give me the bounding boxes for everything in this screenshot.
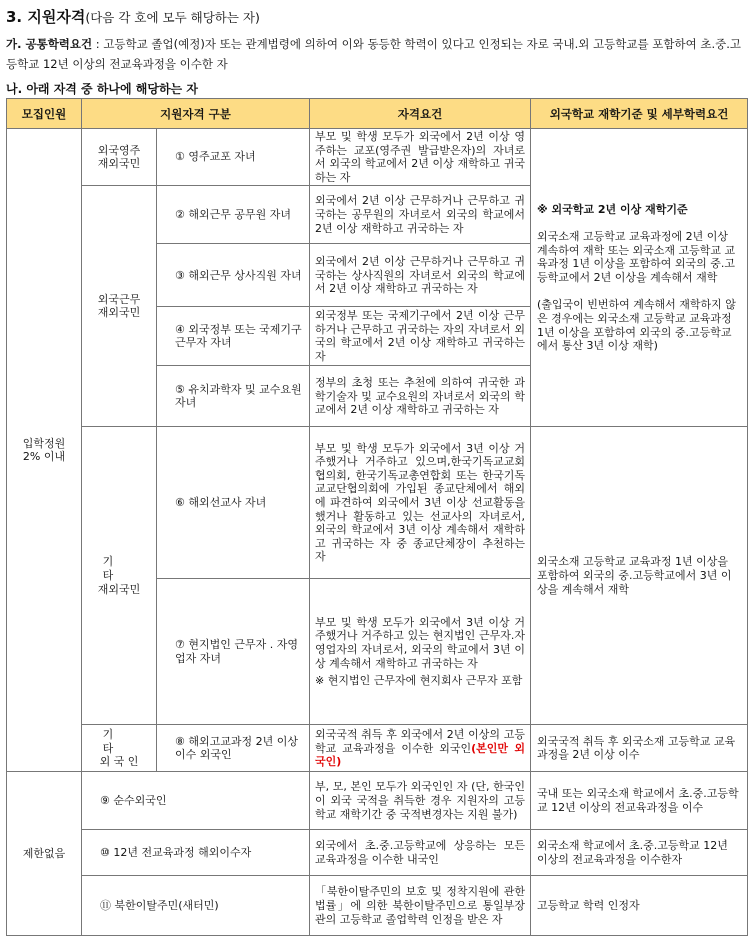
category-3: ③ 해외근무 상사직원 자녀 bbox=[157, 244, 310, 307]
table-row bbox=[7, 876, 748, 936]
category-10: ⑩ 12년 전교육과정 해외이수자 bbox=[82, 830, 310, 876]
header-requirement: 자격요건 bbox=[310, 99, 531, 129]
category-7: ⑦ 현지법인 근무자 . 자영업자 자녀 bbox=[157, 579, 310, 725]
standard-group-1 bbox=[531, 129, 748, 427]
table-row bbox=[7, 725, 748, 772]
common-requirement-text: : 고등학교 졸업(예정)자 또는 관계법령에 의하여 이와 동등한 학력이 있다고 인정되는 자로 국내.외 고등학교를 포함하여 초.중.고등학교 12년 이상의 전교육과정을 이수한 자 bbox=[6, 37, 741, 71]
group-g2-line1: 외국근무 bbox=[97, 292, 141, 306]
standard-group-1-p1: 외국소재 고등학교 교육과정에 2년 이상 계속하여 재학 또는 외국소재 고등학교 교육과정 1년 이상을 포함하여 외국의 중.고등학교에서 2년 이상을 계속해서 재학 bbox=[537, 230, 736, 284]
common-requirement-label: 가. 공통학력요건 bbox=[6, 37, 93, 51]
common-requirement bbox=[6, 34, 744, 74]
table-row bbox=[7, 129, 748, 186]
section-b-heading: 나. 아래 자격 중 하나에 해당하는 자 bbox=[6, 82, 198, 96]
quota-cell-b: 제한없음 bbox=[7, 772, 82, 936]
standard-group-1-heading: ※ 외국학교 2년 이상 재학기준 bbox=[537, 202, 688, 216]
group-g1-line1: 외국영주 bbox=[97, 143, 141, 157]
header-school-standard: 외국학교 재학기준 및 세부학력요건 bbox=[531, 99, 748, 129]
section-number-title: 3. 지원자격 bbox=[6, 8, 86, 26]
requirement-7 bbox=[310, 579, 531, 725]
group-cell-other-foreigner bbox=[82, 725, 157, 772]
standard-10: 외국소재 학교에서 초.중.고등학교 12년 이상의 전교육과정을 이수한자 bbox=[531, 830, 748, 876]
header-quota: 모집인원 bbox=[7, 99, 82, 129]
table-row bbox=[7, 830, 748, 876]
category-9: ⑨ 순수외국인 bbox=[82, 772, 310, 830]
requirement-9: 부, 모, 본인 모두가 외국인인 자 (단, 한국인이 외국 국적을 취득한 경우 지원자의 고등학교 재학기간 중 국적변경자는 지원 불가) bbox=[310, 772, 531, 830]
requirement-1: 부모 및 학생 모두가 외국에서 2년 이상 영주하는 교포(영주권 발급받은자)의 자녀로서 외국의 학교에서 2년 이상 재학하고 귀국하는 자 bbox=[310, 129, 531, 186]
category-1: ① 영주교포 자녀 bbox=[157, 129, 310, 186]
group-cell-other-national bbox=[82, 427, 157, 725]
table-row bbox=[7, 772, 748, 830]
group-cell-overseas-resident bbox=[82, 129, 157, 186]
standard-group-1-p2: (출입국이 빈번하여 계속해서 재학하지 않은 경우에는 외국소재 고등학교 교육과정 1년 이상을 포함하여 외국의 중.고등학교에서 통산 3년 이상 재학) bbox=[537, 298, 736, 353]
table-header-row bbox=[7, 99, 748, 129]
group-g4-line2: 외 국 인 bbox=[99, 755, 139, 769]
group-cell-overseas-worker bbox=[82, 186, 157, 427]
requirement-7-text: 부모 및 학생 모두가 외국에서 3년 이상 거주했거나 거주하고 있는 현지법인 근무자.자영업자의 자녀로서, 외국의 학교에서 3년 이상 계속해서 재학하고 귀국하는 자 bbox=[315, 615, 526, 670]
requirement-3: 외국에서 2년 이상 근무하거나 근무하고 귀국하는 상사직원의 자녀로서 외국의 학교에서 2년 이상 재학하고 귀국하는 자 bbox=[310, 244, 531, 307]
requirement-8 bbox=[310, 725, 531, 772]
quota-a-line1: 입학정원 bbox=[22, 436, 66, 450]
category-6: ⑥ 해외선교사 자녀 bbox=[157, 427, 310, 579]
requirement-5: 정부의 초청 또는 추천에 의하여 귀국한 과학기술자 및 교수요원의 자녀로서 외국의 학교에서 2년 이상 재학하고 귀국하는 자 bbox=[310, 366, 531, 427]
standard-8: 외국국적 취득 후 외국소재 고등학교 교육과정을 2년 이상 이수 bbox=[531, 725, 748, 772]
group-g1-line2: 재외국민 bbox=[97, 157, 141, 171]
requirement-11: 「북한이탈주민의 보호 및 정착지원에 관한 법률」에 의한 북한이탈주민으로 통일부장관의 고등학교 졸업학력 인정을 받은 자 bbox=[310, 876, 531, 936]
requirement-4: 외국정부 또는 국제기구에서 2년 이상 근무하거나 근무하고 귀국하는 자의 자녀로서 외국의 학교에서 2년 이상 재학하고 귀국하는 자 bbox=[310, 307, 531, 366]
quota-cell-a bbox=[7, 129, 82, 772]
requirement-6: 부모 및 학생 모두가 외국에서 3년 이상 거주했거나 거주하고 있으며,한국기독교교회협의회, 한국기독교총연합회 또는 한국기독교교단협의회에 가입된 종교단체에서 해외에 파견하여 외국에서 3년 이상 선교활동을 했거나 활동하고 있는 선교사의 자녀로서, 외국의 학교에서 3년 이상 계속해서 재학하고 귀국하는 자 중 종교단체장이 추천하는 자 bbox=[310, 427, 531, 579]
category-5: ⑤ 유치과학자 및 교수요원 자녀 bbox=[157, 366, 310, 427]
requirement-2: 외국에서 2년 이상 근무하거나 근무하고 귀국하는 공무원의 자녀로서 외국의 학교에서 2년 이상 재학하고 귀국하는 자 bbox=[310, 186, 531, 244]
standard-group-2: 외국소재 고등학교 교육과정 1년 이상을 포함하여 외국의 중.고등학교에서 3년 이상을 계속해서 재학 bbox=[531, 427, 748, 725]
standard-11: 고등학교 학력 인정자 bbox=[531, 876, 748, 936]
eligibility-table bbox=[6, 98, 748, 936]
category-2: ② 해외근무 공무원 자녀 bbox=[157, 186, 310, 244]
category-4: ④ 외국정부 또는 국제기구 근무자 자녀 bbox=[157, 307, 310, 366]
requirement-7-note: ※ 현지법인 근무자에 현지회사 근무자 포함 bbox=[315, 674, 523, 688]
group-g3-line2: 재외국민 bbox=[97, 582, 141, 596]
requirement-10: 외국에서 초.중.고등학교에 상응하는 모든 교육과정을 이수한 내국인 bbox=[310, 830, 531, 876]
header-category: 지원자격 구분 bbox=[82, 99, 310, 129]
group-g2-line2: 재외국민 bbox=[97, 306, 141, 320]
group-g3-line1: 기 타 bbox=[102, 555, 136, 583]
category-11: ⑪ 북한이탈주민(새터민) bbox=[82, 876, 310, 936]
section-title bbox=[6, 6, 260, 27]
requirement-8-text: 외국국적 취득 후 외국에서 2년 이상의 고등학교 교육과정을 이수한 외국인 bbox=[315, 727, 526, 755]
requirement-8-note: (본인만 외국인) bbox=[315, 741, 525, 769]
group-g4-line1: 기 타 bbox=[102, 727, 136, 755]
quota-a-line2: 2% 이내 bbox=[22, 450, 66, 464]
standard-9: 국내 또는 외국소재 학교에서 초.중.고등학교 12년 이상의 전교육과정을 이수 bbox=[531, 772, 748, 830]
category-8: ⑧ 해외고교과정 2년 이상 이수 외국인 bbox=[157, 725, 310, 772]
table-row bbox=[7, 427, 748, 579]
section-subtitle: (다음 각 호에 모두 해당하는 자) bbox=[85, 10, 260, 25]
